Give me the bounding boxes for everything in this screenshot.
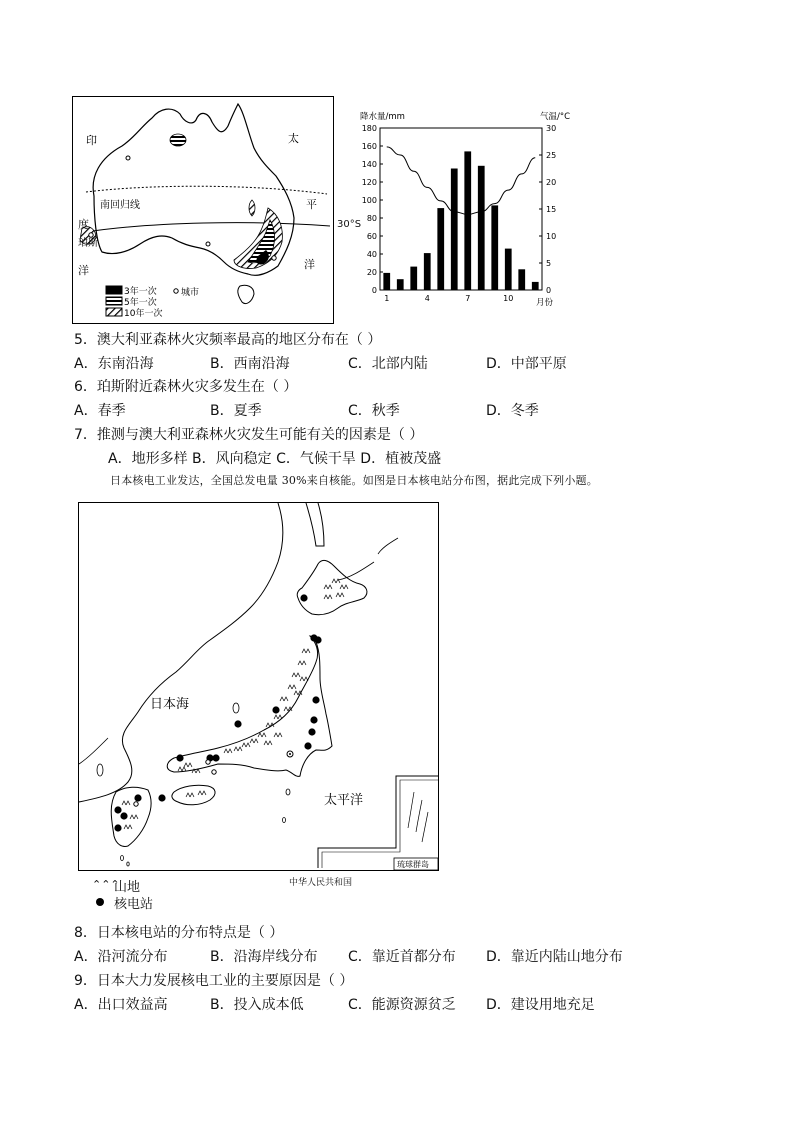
nuclear-plant-marker — [312, 696, 319, 703]
q5-option-c[interactable]: C．北部内陆 — [348, 356, 428, 372]
q8-option-d[interactable]: D．靠近内陆山地分布 — [486, 949, 623, 965]
nuclear-plant-marker — [176, 754, 183, 761]
y-right-tick-label: 5 — [546, 259, 552, 268]
label-perth: 珀斯 — [78, 238, 98, 249]
nuclear-plant-marker — [314, 636, 321, 643]
precip-bar — [464, 151, 471, 290]
mountain-legend-label: 山地 — [114, 880, 141, 895]
australia-map-svg — [72, 96, 334, 324]
question-6-stem: 6．珀斯附近森林火灾多发生在（ ） — [74, 379, 298, 395]
nuclear-plant-marker — [212, 754, 219, 761]
q9-option-c[interactable]: C．能源资源贫乏 — [348, 997, 456, 1013]
nuclear-plant-marker — [310, 716, 317, 723]
q6-option-b[interactable]: B．夏季 — [210, 403, 262, 419]
temp-axis-label: 气温/°C — [540, 112, 571, 122]
y-right-tick-label: 10 — [546, 232, 557, 241]
japan-map — [78, 502, 440, 874]
japan-map-svg — [78, 502, 440, 874]
precip-bar — [451, 169, 458, 291]
legend-city: 城市 — [181, 288, 200, 298]
question-9-stem: 9．日本大力发展核电工业的主要原因是（ ） — [74, 973, 354, 989]
precip-bar — [424, 253, 431, 290]
y-right-tick-label: 0 — [546, 286, 552, 295]
legend-3yr: 3年一次 — [124, 287, 157, 297]
plot-frame — [380, 128, 542, 290]
precip-bar — [397, 279, 404, 290]
ryukyu-label: 琉球群岛 — [397, 860, 429, 869]
y-left-tick-label: 80 — [366, 214, 377, 223]
precip-bar — [532, 282, 539, 290]
q8-option-c[interactable]: C．靠近首都分布 — [348, 949, 456, 965]
question-8-stem: 8．日本核电站的分布特点是（ ） — [74, 925, 284, 941]
city-marker — [272, 256, 276, 260]
precip-axis-label: 降水量/mm — [360, 112, 405, 122]
q5-option-a[interactable]: A．东南沿海 — [74, 356, 154, 372]
pacific-label: 太平洋 — [324, 793, 364, 808]
nuclear-plant-marker — [114, 824, 121, 831]
temperature-line — [387, 147, 536, 215]
label-30s: 30°S — [337, 219, 362, 230]
city-marker — [206, 242, 210, 246]
y-left-tick-label: 60 — [366, 232, 377, 241]
label-indian-2: 度 — [78, 218, 89, 231]
label-pacific-3: 洋 — [304, 258, 315, 271]
fire-zone-north — [170, 134, 186, 146]
y-left-tick-label: 0 — [371, 286, 377, 295]
nuclear-plant-marker — [134, 794, 141, 801]
y-left-tick-label: 180 — [361, 124, 377, 133]
nuclear-plant-marker — [304, 742, 311, 749]
label-indian-1: 印 — [86, 134, 97, 147]
y-left-tick-label: 40 — [366, 250, 377, 259]
mountain-legend-icon: ⌃⌃⌃ — [92, 878, 120, 891]
precip-bar — [383, 273, 390, 290]
question-5-stem: 5．澳大利亚森林火灾频率最高的地区分布在（ ） — [74, 332, 382, 348]
precip-bar — [478, 166, 485, 290]
y-left-tick-label: 140 — [361, 160, 377, 169]
y-right-tick-label: 15 — [546, 205, 557, 214]
precip-bar — [491, 205, 498, 290]
q8-option-a[interactable]: A．沿河流分布 — [74, 949, 168, 965]
x-tick-label: 4 — [424, 294, 430, 303]
q9-option-a[interactable]: A．出口效益高 — [74, 997, 168, 1013]
q9-option-d[interactable]: D．建设用地充足 — [486, 997, 595, 1013]
nuclear-plant-marker — [120, 812, 127, 819]
q6-option-a[interactable]: A．春季 — [74, 403, 126, 419]
legend-10yr: 10年一次 — [124, 309, 163, 319]
nuclear-plant-marker — [114, 806, 121, 813]
y-left-tick-label: 120 — [361, 178, 377, 187]
q6-option-c[interactable]: C．秋季 — [348, 403, 400, 419]
label-pacific-1: 太 — [288, 132, 299, 145]
nuclear-plant-marker — [272, 706, 279, 713]
city-marker — [89, 233, 93, 237]
y-left-tick-label: 20 — [366, 268, 377, 277]
sea-of-japan-label: 日本海 — [150, 697, 190, 712]
y-right-tick-label: 30 — [546, 124, 557, 133]
x-tick-label: 1 — [384, 294, 390, 303]
nuclear-plant-marker — [308, 728, 315, 735]
climate-chart — [352, 106, 580, 312]
nuclear-legend-icon — [96, 898, 104, 906]
nuclear-plant-marker — [234, 720, 241, 727]
nuclear-plant-marker — [158, 794, 165, 801]
y-left-tick-label: 100 — [361, 196, 377, 205]
china-label: 中华人民共和国 — [289, 878, 353, 888]
legend-5yr: 5年一次 — [124, 298, 157, 308]
climate-chart-svg — [352, 106, 580, 312]
month-axis-label: 月份 — [536, 298, 554, 308]
label-pacific-2: 平 — [306, 198, 317, 211]
label-tropic: 南回归线 — [100, 200, 140, 211]
q5-option-d[interactable]: D．中部平原 — [486, 356, 567, 372]
y-right-tick-label: 25 — [546, 151, 557, 160]
x-tick-label: 7 — [465, 294, 471, 303]
q5-option-b[interactable]: B．西南沿海 — [210, 356, 290, 372]
q8-option-b[interactable]: B．沿海岸线分布 — [210, 949, 318, 965]
australia-map — [72, 96, 334, 324]
x-tick-label: 10 — [503, 294, 514, 303]
q7-options[interactable]: A．地形多样 B．风向稳定 C．气候干旱 D．植被茂盛 — [108, 451, 442, 467]
precip-bar — [410, 267, 417, 290]
y-left-tick-label: 160 — [361, 142, 377, 151]
precip-bar — [518, 269, 525, 290]
nuclear-legend-label: 核电站 — [114, 897, 154, 912]
q9-option-b[interactable]: B．投入成本低 — [210, 997, 304, 1013]
city-marker — [126, 156, 130, 160]
label-indian-3: 洋 — [78, 264, 89, 277]
nuclear-plant-marker — [300, 594, 307, 601]
question-7-stem: 7．推测与澳大利亚森林火灾发生可能有关的因素是（ ） — [74, 427, 424, 443]
precip-bar — [505, 249, 512, 290]
q6-option-d[interactable]: D．冬季 — [486, 403, 539, 419]
precip-bar — [437, 208, 444, 290]
y-right-tick-label: 20 — [546, 178, 557, 187]
japan-intro: 日本核电工业发达，全国总发电量 30%来自核能。如图是日本核电站分布图，据此完成下列小题。 — [110, 474, 598, 487]
